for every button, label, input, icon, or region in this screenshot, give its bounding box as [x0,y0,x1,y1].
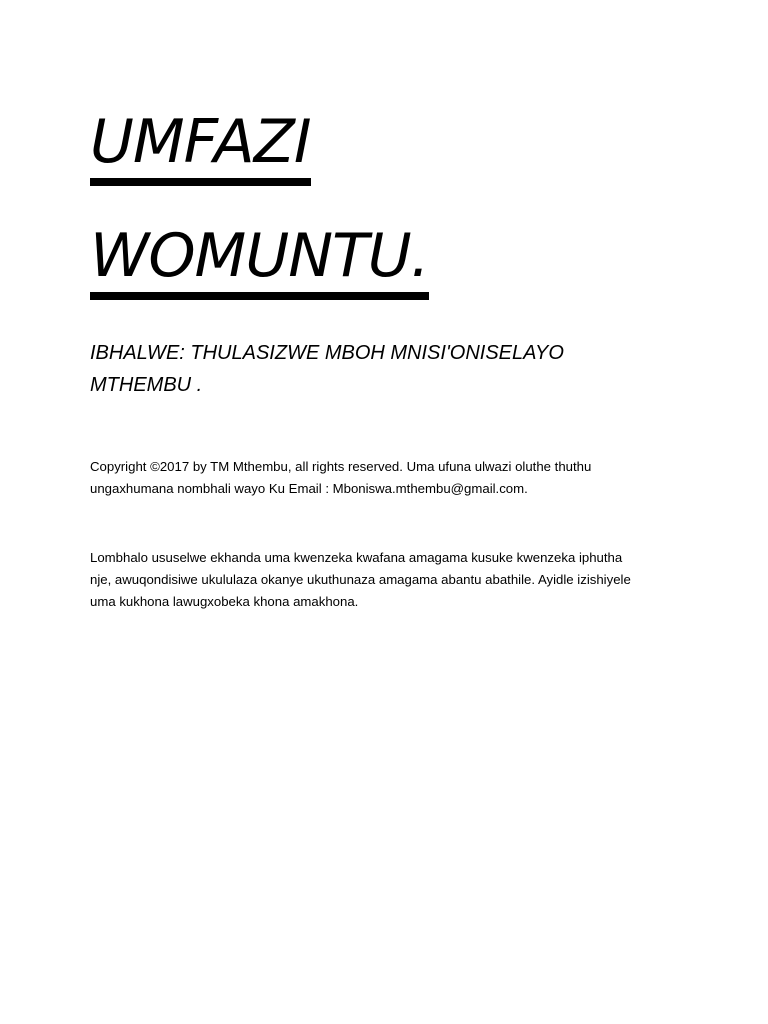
author-line-1: IBHALWE: THULASIZWE MBOH MNISI'ONISELAYO [90,342,564,364]
author-line-2: MTHEMBU . [90,374,203,396]
author-credit [90,337,690,401]
disclaimer-line-3: uma kukhona lawugxobeka khona amakhona. [90,594,359,609]
copyright-line-2: ungaxhumana nombhali wayo Ku Email : Mboniswa.mthembu@gmail.com. [90,481,528,496]
disclaimer-paragraph [90,547,690,613]
copyright-notice [90,456,690,500]
title-line-2: WOMUNTU. [90,226,429,300]
disclaimer-line-2: nje, awuqondisiwe ukululaza okanye ukuthunaza amagama abantu abathile. Ayidle izishiyele [90,572,631,587]
title-line-1: UMFAZI [90,112,311,186]
disclaimer-line-1: Lombhalo ususelwe ekhanda uma kwenzeka kwafana amagama kusuke kwenzeka iphutha [90,550,623,565]
copyright-line-1: Copyright ©2017 by TM Mthembu, all rights reserved. Uma ufuna ulwazi oluthe thuthu [90,459,592,474]
